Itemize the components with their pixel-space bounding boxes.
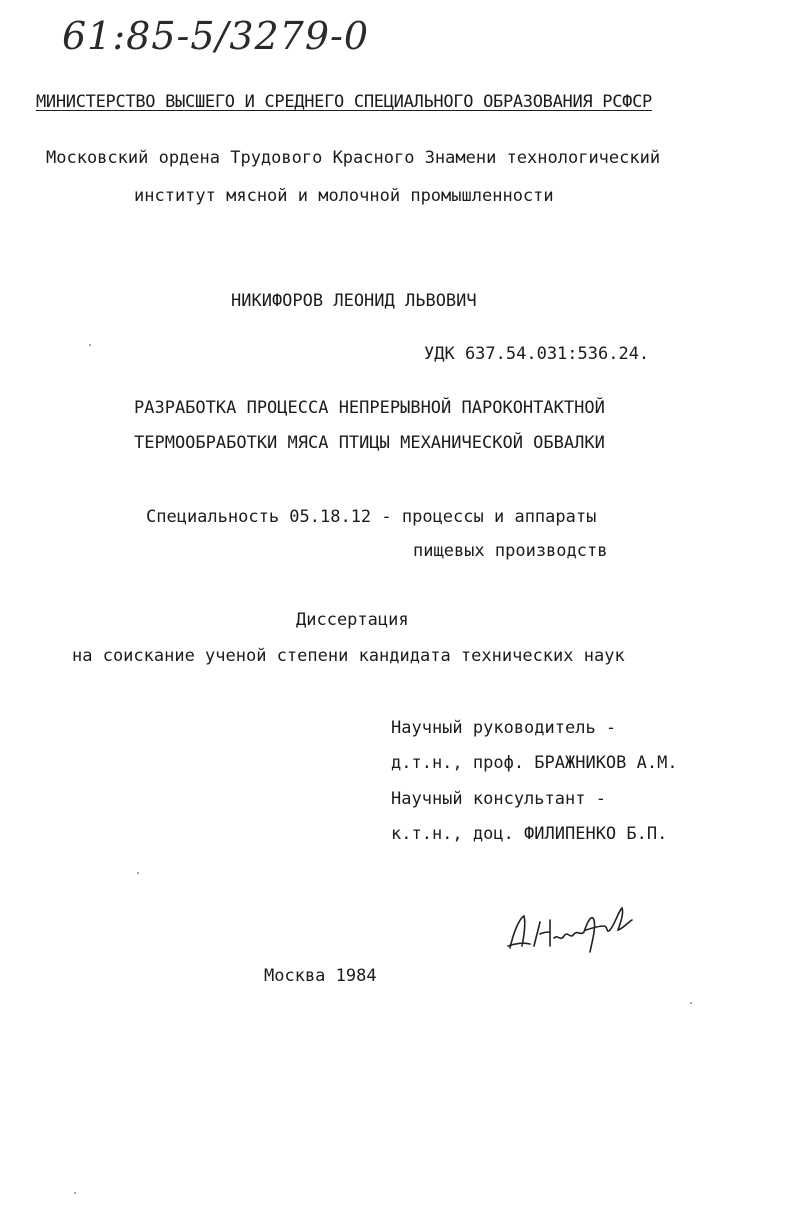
scan-speck bbox=[89, 344, 91, 346]
handwritten-archive-number: 61:85-5/3279-0 bbox=[62, 14, 370, 58]
institute-line-2: институт мясной и молочной промышленности bbox=[134, 186, 554, 206]
specialty-line-1: Специальность 05.18.12 - процессы и аппараты bbox=[146, 507, 597, 527]
scan-speck bbox=[74, 1192, 76, 1194]
city-and-year: Москва 1984 bbox=[264, 966, 377, 986]
scan-speck bbox=[137, 872, 139, 874]
dissertation-label: Диссертация bbox=[296, 610, 409, 630]
author-signature bbox=[500, 900, 650, 960]
institute-line-1: Московский ордена Трудового Красного Знамени технологический bbox=[46, 148, 661, 168]
consultant-label: Научный консультант - bbox=[391, 789, 606, 809]
specialty-line-2: пищевых производств bbox=[413, 541, 608, 561]
degree-line: на соискание ученой степени кандидата технических наук bbox=[72, 646, 625, 666]
thesis-title-line-1: РАЗРАБОТКА ПРОЦЕССА НЕПРЕРЫВНОЙ ПАРОКОНТАКТНОЙ bbox=[134, 398, 605, 418]
author-name: НИКИФОРОВ ЛЕОНИД ЛЬВОВИЧ bbox=[231, 291, 477, 311]
consultant-name: к.т.н., доц. ФИЛИПЕНКО Б.П. bbox=[391, 824, 668, 844]
supervisor-label: Научный руководитель - bbox=[391, 718, 617, 738]
supervisor-name: д.т.н., проф. БРАЖНИКОВ А.М. bbox=[391, 753, 678, 773]
thesis-title-line-2: ТЕРМООБРАБОТКИ МЯСА ПТИЦЫ МЕХАНИЧЕСКОЙ ОБВАЛКИ bbox=[134, 433, 605, 453]
ministry-header: МИНИСТЕРСТВО ВЫСШЕГО И СРЕДНЕГО СПЕЦИАЛЬНОГО ОБРАЗОВАНИЯ РСФСР bbox=[36, 92, 652, 112]
scan-speck bbox=[690, 1002, 692, 1004]
udk-code: УДК 637.54.031:536.24. bbox=[424, 344, 650, 364]
